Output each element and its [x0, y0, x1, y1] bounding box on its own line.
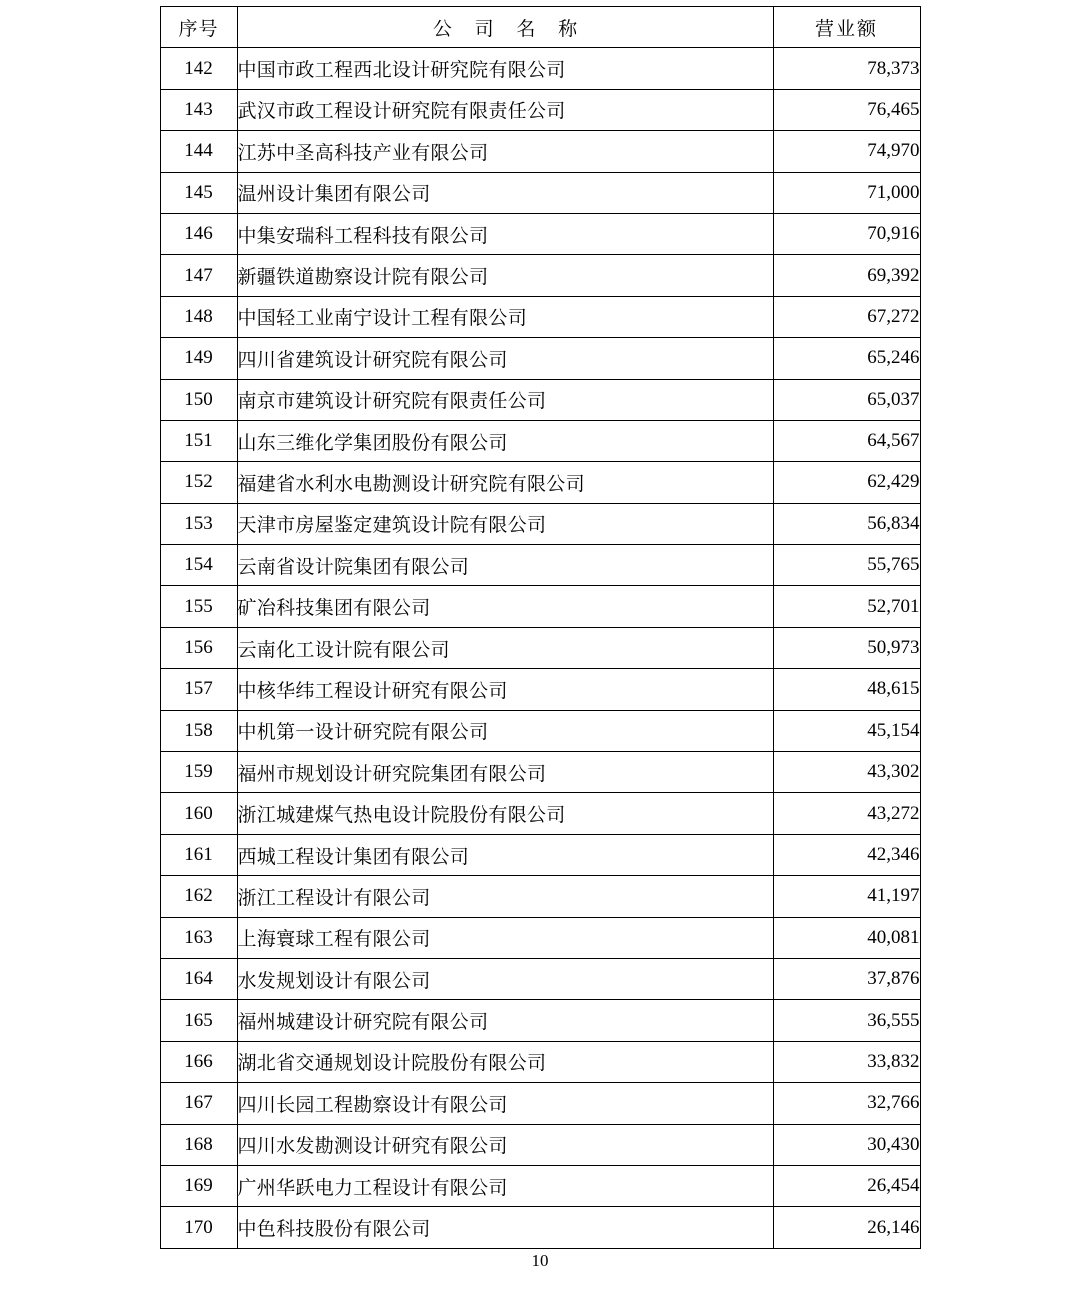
cell-revenue: 26,146	[773, 1207, 920, 1248]
cell-company-name: 福建省水利水电勘测设计研究院有限公司	[237, 462, 773, 503]
page-number: 10	[531, 1251, 549, 1270]
cell-revenue: 41,197	[773, 876, 920, 917]
cell-revenue: 69,392	[773, 255, 920, 296]
cell-sequence: 143	[160, 89, 237, 130]
table-row	[160, 710, 920, 751]
table-row	[160, 420, 920, 461]
cell-sequence: 150	[160, 379, 237, 420]
cell-revenue: 52,701	[773, 586, 920, 627]
cell-company-name: 上海寰球工程有限公司	[237, 917, 773, 958]
table-row	[160, 917, 920, 958]
cell-company-name: 水发规划设计有限公司	[237, 958, 773, 999]
cell-revenue: 32,766	[773, 1083, 920, 1124]
cell-company-name: 武汉市政工程设计研究院有限责任公司	[237, 89, 773, 130]
cell-company-name: 江苏中圣高科技产业有限公司	[237, 131, 773, 172]
cell-sequence: 144	[160, 131, 237, 172]
cell-company-name: 温州设计集团有限公司	[237, 172, 773, 213]
table-row	[160, 338, 920, 379]
cell-sequence: 148	[160, 296, 237, 337]
company-ranking-table	[160, 6, 921, 1249]
cell-revenue: 56,834	[773, 503, 920, 544]
cell-revenue: 74,970	[773, 131, 920, 172]
cell-revenue: 30,430	[773, 1124, 920, 1165]
cell-revenue: 71,000	[773, 172, 920, 213]
table-header-row	[160, 7, 920, 48]
cell-revenue: 67,272	[773, 296, 920, 337]
cell-revenue: 78,373	[773, 48, 920, 89]
table-row	[160, 172, 920, 213]
table-row	[160, 586, 920, 627]
table-row	[160, 1083, 920, 1124]
cell-company-name: 矿冶科技集团有限公司	[237, 586, 773, 627]
cell-company-name: 中机第一设计研究院有限公司	[237, 710, 773, 751]
table-row	[160, 752, 920, 793]
cell-revenue: 36,555	[773, 1000, 920, 1041]
column-header-revenue: 营业额	[773, 7, 920, 48]
cell-company-name: 西城工程设计集团有限公司	[237, 834, 773, 875]
column-header-sequence: 序号	[160, 7, 237, 48]
table-row	[160, 669, 920, 710]
cell-company-name: 中核华纬工程设计研究有限公司	[237, 669, 773, 710]
table-row	[160, 462, 920, 503]
cell-revenue: 62,429	[773, 462, 920, 503]
table-row	[160, 1124, 920, 1165]
cell-sequence: 153	[160, 503, 237, 544]
cell-sequence: 161	[160, 834, 237, 875]
cell-revenue: 70,916	[773, 213, 920, 254]
cell-sequence: 154	[160, 545, 237, 586]
table-row	[160, 296, 920, 337]
cell-company-name: 中国市政工程西北设计研究院有限公司	[237, 48, 773, 89]
cell-company-name: 天津市房屋鉴定建筑设计院有限公司	[237, 503, 773, 544]
cell-sequence: 157	[160, 669, 237, 710]
cell-company-name: 中色科技股份有限公司	[237, 1207, 773, 1248]
cell-sequence: 162	[160, 876, 237, 917]
cell-sequence: 142	[160, 48, 237, 89]
cell-revenue: 26,454	[773, 1165, 920, 1206]
table-body	[160, 48, 920, 1248]
cell-company-name: 云南省设计院集团有限公司	[237, 545, 773, 586]
cell-company-name: 广州华跃电力工程设计有限公司	[237, 1165, 773, 1206]
cell-company-name: 四川长园工程勘察设计有限公司	[237, 1083, 773, 1124]
cell-revenue: 65,037	[773, 379, 920, 420]
cell-sequence: 164	[160, 958, 237, 999]
cell-revenue: 43,272	[773, 793, 920, 834]
cell-sequence: 169	[160, 1165, 237, 1206]
cell-company-name: 新疆铁道勘察设计院有限公司	[237, 255, 773, 296]
cell-revenue: 50,973	[773, 627, 920, 668]
cell-revenue: 48,615	[773, 669, 920, 710]
column-header-company-name: 公 司 名 称	[237, 7, 773, 48]
cell-company-name: 中集安瑞科工程科技有限公司	[237, 213, 773, 254]
cell-revenue: 43,302	[773, 752, 920, 793]
table-row	[160, 1041, 920, 1082]
cell-revenue: 64,567	[773, 420, 920, 461]
cell-sequence: 146	[160, 213, 237, 254]
cell-sequence: 155	[160, 586, 237, 627]
table-row	[160, 503, 920, 544]
table-row	[160, 958, 920, 999]
table-row	[160, 834, 920, 875]
cell-sequence: 168	[160, 1124, 237, 1165]
table-row	[160, 1000, 920, 1041]
cell-sequence: 163	[160, 917, 237, 958]
table-row	[160, 627, 920, 668]
cell-revenue: 42,346	[773, 834, 920, 875]
table-row	[160, 213, 920, 254]
cell-sequence: 159	[160, 752, 237, 793]
cell-sequence: 165	[160, 1000, 237, 1041]
table-row	[160, 1165, 920, 1206]
cell-sequence: 156	[160, 627, 237, 668]
table-row	[160, 545, 920, 586]
cell-revenue: 76,465	[773, 89, 920, 130]
cell-revenue: 65,246	[773, 338, 920, 379]
table-row	[160, 89, 920, 130]
cell-company-name: 浙江城建煤气热电设计院股份有限公司	[237, 793, 773, 834]
cell-sequence: 152	[160, 462, 237, 503]
cell-company-name: 浙江工程设计有限公司	[237, 876, 773, 917]
cell-company-name: 福州市规划设计研究院集团有限公司	[237, 752, 773, 793]
cell-sequence: 147	[160, 255, 237, 296]
cell-revenue: 37,876	[773, 958, 920, 999]
table-row	[160, 255, 920, 296]
cell-revenue: 40,081	[773, 917, 920, 958]
cell-sequence: 151	[160, 420, 237, 461]
table-row	[160, 793, 920, 834]
cell-company-name: 福州城建设计研究院有限公司	[237, 1000, 773, 1041]
cell-sequence: 167	[160, 1083, 237, 1124]
cell-company-name: 四川水发勘测设计研究有限公司	[237, 1124, 773, 1165]
cell-revenue: 55,765	[773, 545, 920, 586]
table-row	[160, 876, 920, 917]
cell-sequence: 166	[160, 1041, 237, 1082]
cell-sequence: 158	[160, 710, 237, 751]
cell-revenue: 33,832	[773, 1041, 920, 1082]
table-row	[160, 131, 920, 172]
cell-company-name: 山东三维化学集团股份有限公司	[237, 420, 773, 461]
cell-sequence: 170	[160, 1207, 237, 1248]
table-row	[160, 379, 920, 420]
cell-company-name: 湖北省交通规划设计院股份有限公司	[237, 1041, 773, 1082]
table-row	[160, 1207, 920, 1248]
cell-company-name: 中国轻工业南宁设计工程有限公司	[237, 296, 773, 337]
cell-sequence: 145	[160, 172, 237, 213]
cell-company-name: 云南化工设计院有限公司	[237, 627, 773, 668]
cell-sequence: 160	[160, 793, 237, 834]
cell-company-name: 南京市建筑设计研究院有限责任公司	[237, 379, 773, 420]
table-row	[160, 48, 920, 89]
cell-company-name: 四川省建筑设计研究院有限公司	[237, 338, 773, 379]
cell-revenue: 45,154	[773, 710, 920, 751]
cell-sequence: 149	[160, 338, 237, 379]
